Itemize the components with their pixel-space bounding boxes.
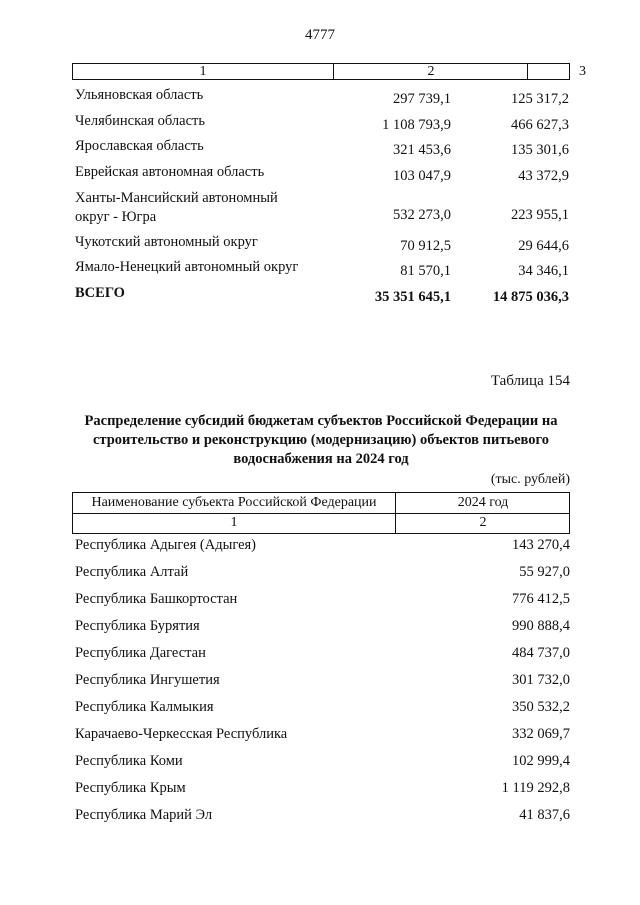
table-154-header (72, 492, 570, 534)
value-col-2: 532 273,0 (393, 207, 451, 223)
top-col-2-header: 2 (333, 64, 528, 79)
total-label: ВСЕГО (75, 285, 125, 301)
region-name: Республика Дагестан (75, 645, 206, 661)
region-name: Республика Бурятия (75, 618, 200, 634)
table-row (75, 163, 569, 185)
value-col-2: 81 570,1 (400, 263, 451, 279)
value-col-3: 223 955,1 (511, 207, 569, 223)
value-col-3: 135 301,6 (511, 142, 569, 158)
region-name: Республика Алтай (75, 564, 189, 580)
table-row (75, 807, 570, 829)
region-name: Еврейская автономная область (75, 164, 265, 180)
region-name: Республика Коми (75, 753, 183, 769)
value-col-3: 466 627,3 (511, 117, 569, 133)
table-row (75, 591, 570, 613)
top-col-3-header: 3 (527, 64, 571, 79)
table-row (75, 233, 569, 255)
table-row (75, 699, 570, 721)
table-row (75, 753, 570, 775)
region-name: Ямало-Ненецкий автономный округ (75, 259, 299, 275)
col-1-number: 1 (230, 515, 238, 530)
col-2-number: 2 (395, 513, 570, 533)
units-label: (тыс. рублей) (490, 472, 570, 487)
value-col-2: 321 453,6 (393, 142, 451, 158)
value-col-3: 29 644,6 (518, 238, 569, 254)
table-row (75, 618, 570, 640)
total-col-3: 14 875 036,3 (492, 289, 569, 305)
subsidy-value: 332 069,7 (512, 726, 570, 742)
table-title: Распределение субсидий бюджетам субъектов Российской Федерации на строительство и реконструкцию (модернизацию) объектов питьевого водоснабжения на 2024 год (84, 413, 558, 467)
col-region-header: Наименование субъекта Российской Федерации (91, 495, 377, 510)
value-col-2: 103 047,9 (393, 168, 451, 184)
subsidy-value: 484 737,0 (512, 645, 570, 661)
subsidy-value: 41 837,6 (519, 807, 570, 823)
region-name: Ульяновская область (75, 87, 204, 103)
table-row (75, 189, 569, 224)
value-col-2: 70 912,5 (400, 238, 451, 254)
region-name: Республика Крым (75, 780, 186, 796)
subsidy-value: 301 732,0 (512, 672, 570, 688)
total-row (75, 284, 569, 306)
subsidy-value: 55 927,0 (519, 564, 570, 580)
top-col-1-header: 1 (199, 64, 207, 79)
region-name: Республика Адыгея (Адыгея) (75, 537, 257, 553)
region-name: Республика Ингушетия (75, 672, 220, 688)
subsidy-value: 350 532,2 (512, 699, 570, 715)
value-col-3: 125 317,2 (511, 91, 569, 107)
table-row (75, 258, 569, 280)
table-row (75, 86, 569, 108)
subsidy-value: 990 888,4 (512, 618, 570, 634)
table-number: Таблица 154 (490, 373, 570, 389)
value-col-3: 43 372,9 (518, 168, 569, 184)
table-row (75, 137, 569, 159)
table-row (75, 672, 570, 694)
value-col-2: 297 739,1 (393, 91, 451, 107)
subsidy-value: 776 412,5 (512, 591, 570, 607)
subsidy-value: 102 999,4 (512, 753, 570, 769)
region-name: Карачаево-Черкесская Республика (75, 726, 288, 742)
region-name: Ханты-Мансийский автономный округ - Югра (75, 190, 278, 225)
total-col-2: 35 351 645,1 (374, 289, 451, 305)
col-year-header: 2024 год (395, 493, 570, 513)
table-row (75, 112, 569, 134)
region-name: Республика Марий Эл (75, 807, 213, 823)
region-name: Республика Калмыкия (75, 699, 214, 715)
table-row (75, 537, 570, 559)
table-row (75, 645, 570, 667)
region-name: Челябинская область (75, 113, 205, 129)
table-row (75, 780, 570, 802)
subsidy-value: 1 119 292,8 (501, 780, 570, 796)
table-row (75, 726, 570, 748)
subsidy-value: 143 270,4 (512, 537, 570, 553)
region-name: Республика Башкортостан (75, 591, 238, 607)
value-col-3: 34 346,1 (518, 263, 569, 279)
page-number: 4777 (305, 27, 335, 43)
region-name: Ярославская область (75, 138, 204, 154)
table-row (75, 564, 570, 586)
top-table-header (72, 63, 586, 80)
value-col-2: 1 108 793,9 (382, 117, 451, 133)
region-name: Чукотский автономный округ (75, 234, 258, 250)
